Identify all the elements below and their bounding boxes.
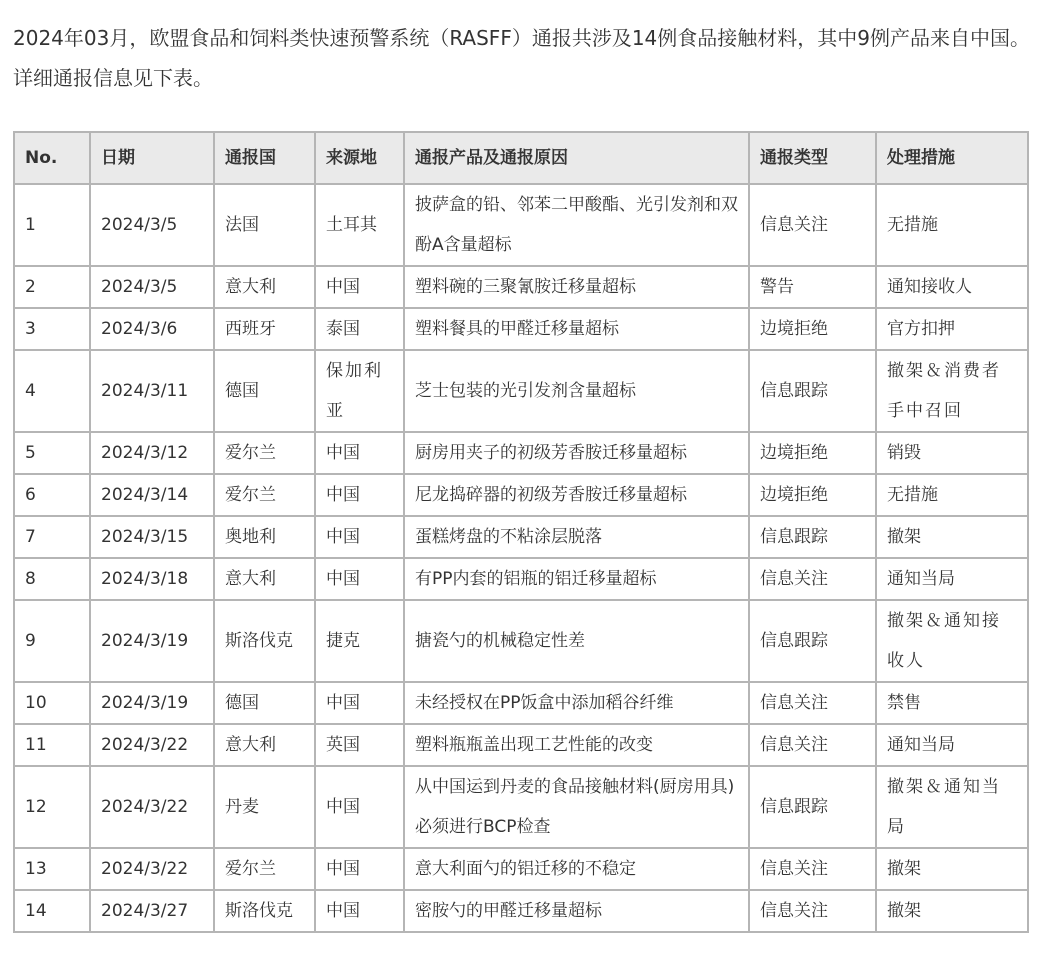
- cell-date: 2024/3/27: [90, 890, 214, 932]
- table-row: [14, 890, 1028, 932]
- cell-action: 销毁: [876, 432, 1028, 474]
- cell-product: 厨房用夹子的初级芳香胺迁移量超标: [404, 432, 749, 474]
- cell-product: 塑料碗的三聚氰胺迁移量超标: [404, 266, 749, 308]
- cell-no: 8: [14, 558, 90, 600]
- cell-product: 塑料瓶瓶盖出现工艺性能的改变: [404, 724, 749, 766]
- cell-date: 2024/3/19: [90, 682, 214, 724]
- cell-type: 信息关注: [749, 184, 876, 266]
- cell-date: 2024/3/19: [90, 600, 214, 682]
- header-product-reason: 通报产品及通报原因: [404, 132, 749, 184]
- header-notification-type: 通报类型: [749, 132, 876, 184]
- cell-country: 法国: [214, 184, 315, 266]
- cell-no: 4: [14, 350, 90, 432]
- cell-no: 10: [14, 682, 90, 724]
- header-date: 日期: [90, 132, 214, 184]
- table-row: [14, 474, 1028, 516]
- cell-origin: 保加利亚: [315, 350, 404, 432]
- cell-action: 通知当局: [876, 724, 1028, 766]
- cell-product: 密胺勺的甲醛迁移量超标: [404, 890, 749, 932]
- cell-type: 信息跟踪: [749, 600, 876, 682]
- cell-origin: 土耳其: [315, 184, 404, 266]
- cell-no: 14: [14, 890, 90, 932]
- table-row: [14, 516, 1028, 558]
- cell-product: 未经授权在PP饭盒中添加稻谷纤维: [404, 682, 749, 724]
- cell-date: 2024/3/14: [90, 474, 214, 516]
- cell-date: 2024/3/5: [90, 266, 214, 308]
- cell-product: 塑料餐具的甲醛迁移量超标: [404, 308, 749, 350]
- cell-date: 2024/3/11: [90, 350, 214, 432]
- cell-date: 2024/3/15: [90, 516, 214, 558]
- cell-action: 官方扣押: [876, 308, 1028, 350]
- cell-no: 9: [14, 600, 90, 682]
- cell-type: 信息跟踪: [749, 766, 876, 848]
- cell-action: 无措施: [876, 474, 1028, 516]
- cell-country: 斯洛伐克: [214, 600, 315, 682]
- cell-country: 爱尔兰: [214, 432, 315, 474]
- cell-origin: 英国: [315, 724, 404, 766]
- cell-type: 信息跟踪: [749, 516, 876, 558]
- cell-origin: 中国: [315, 682, 404, 724]
- cell-date: 2024/3/6: [90, 308, 214, 350]
- table-row: [14, 308, 1028, 350]
- cell-type: 边境拒绝: [749, 432, 876, 474]
- cell-no: 12: [14, 766, 90, 848]
- cell-no: 2: [14, 266, 90, 308]
- cell-origin: 中国: [315, 558, 404, 600]
- cell-origin: 中国: [315, 516, 404, 558]
- cell-action: 通知接收人: [876, 266, 1028, 308]
- cell-country: 德国: [214, 682, 315, 724]
- cell-type: 信息关注: [749, 848, 876, 890]
- rasff-report-table: [13, 131, 1029, 933]
- table-row: [14, 558, 1028, 600]
- cell-country: 丹麦: [214, 766, 315, 848]
- cell-origin: 中国: [315, 890, 404, 932]
- cell-type: 信息关注: [749, 682, 876, 724]
- cell-no: 13: [14, 848, 90, 890]
- table-row: [14, 724, 1028, 766]
- cell-country: 德国: [214, 350, 315, 432]
- header-action: 处理措施: [876, 132, 1028, 184]
- cell-origin: 泰国: [315, 308, 404, 350]
- cell-date: 2024/3/12: [90, 432, 214, 474]
- cell-action: 撤架＆通知接收人: [876, 600, 1028, 682]
- cell-product: 有PP内套的铝瓶的铝迁移量超标: [404, 558, 749, 600]
- table-row: [14, 184, 1028, 266]
- cell-type: 信息关注: [749, 890, 876, 932]
- cell-date: 2024/3/22: [90, 724, 214, 766]
- cell-country: 西班牙: [214, 308, 315, 350]
- cell-type: 边境拒绝: [749, 474, 876, 516]
- cell-type: 信息关注: [749, 724, 876, 766]
- cell-date: 2024/3/18: [90, 558, 214, 600]
- table-row: [14, 848, 1028, 890]
- header-no: No.: [14, 132, 90, 184]
- cell-product: 搪瓷勺的机械稳定性差: [404, 600, 749, 682]
- cell-country: 意大利: [214, 558, 315, 600]
- cell-origin: 中国: [315, 848, 404, 890]
- table-row: [14, 350, 1028, 432]
- cell-product: 芝士包装的光引发剂含量超标: [404, 350, 749, 432]
- table-row: [14, 766, 1028, 848]
- cell-action: 撤架: [876, 890, 1028, 932]
- cell-date: 2024/3/22: [90, 766, 214, 848]
- cell-country: 奥地利: [214, 516, 315, 558]
- cell-type: 信息关注: [749, 558, 876, 600]
- table-row: [14, 432, 1028, 474]
- cell-product: 披萨盒的铅、邻苯二甲酸酯、光引发剂和双酚A含量超标: [404, 184, 749, 266]
- table-row: [14, 682, 1028, 724]
- cell-origin: 中国: [315, 432, 404, 474]
- cell-country: 意大利: [214, 266, 315, 308]
- cell-type: 边境拒绝: [749, 308, 876, 350]
- table-row: [14, 266, 1028, 308]
- cell-action: 撤架＆消费者手中召回: [876, 350, 1028, 432]
- cell-product: 尼龙捣碎器的初级芳香胺迁移量超标: [404, 474, 749, 516]
- cell-action: 撤架＆通知当局: [876, 766, 1028, 848]
- cell-origin: 捷克: [315, 600, 404, 682]
- cell-origin: 中国: [315, 474, 404, 516]
- cell-no: 3: [14, 308, 90, 350]
- cell-origin: 中国: [315, 266, 404, 308]
- cell-no: 7: [14, 516, 90, 558]
- cell-action: 禁售: [876, 682, 1028, 724]
- cell-type: 警告: [749, 266, 876, 308]
- cell-product: 从中国运到丹麦的食品接触材料(厨房用具)必须进行BCP检查: [404, 766, 749, 848]
- table-row: [14, 600, 1028, 682]
- cell-product: 意大利面勺的铝迁移的不稳定: [404, 848, 749, 890]
- cell-country: 爱尔兰: [214, 848, 315, 890]
- cell-action: 通知当局: [876, 558, 1028, 600]
- cell-no: 11: [14, 724, 90, 766]
- cell-country: 意大利: [214, 724, 315, 766]
- cell-no: 5: [14, 432, 90, 474]
- intro-paragraph: 2024年03月，欧盟食品和饲料类快速预警系统（RASFF）通报共涉及14例食品接触材料，其中9例产品来自中国。详细通报信息见下表。: [13, 26, 1030, 90]
- cell-action: 无措施: [876, 184, 1028, 266]
- cell-no: 1: [14, 184, 90, 266]
- table-header-row: [14, 132, 1028, 184]
- cell-country: 爱尔兰: [214, 474, 315, 516]
- cell-action: 撤架: [876, 516, 1028, 558]
- cell-action: 撤架: [876, 848, 1028, 890]
- cell-no: 6: [14, 474, 90, 516]
- cell-date: 2024/3/22: [90, 848, 214, 890]
- cell-product: 蛋糕烤盘的不粘涂层脱落: [404, 516, 749, 558]
- header-origin: 来源地: [315, 132, 404, 184]
- header-notifying-country: 通报国: [214, 132, 315, 184]
- cell-origin: 中国: [315, 766, 404, 848]
- cell-type: 信息跟踪: [749, 350, 876, 432]
- cell-country: 斯洛伐克: [214, 890, 315, 932]
- cell-date: 2024/3/5: [90, 184, 214, 266]
